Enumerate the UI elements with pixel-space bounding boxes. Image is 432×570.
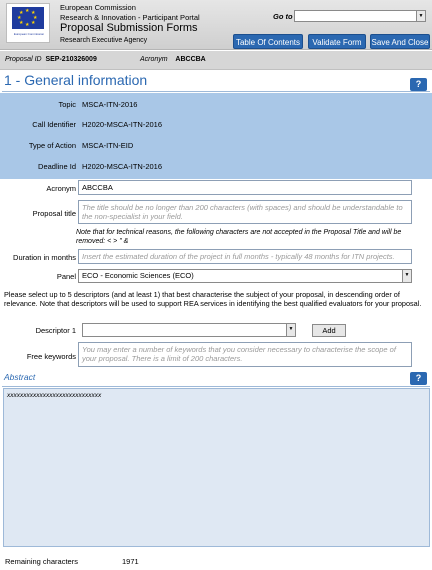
validate-form-button[interactable]: Validate Form [308, 34, 366, 49]
goto-select[interactable] [294, 10, 426, 22]
topic-label: Topic [58, 100, 76, 109]
call-info-block [0, 93, 432, 179]
abstract-textarea[interactable] [3, 388, 430, 547]
panel-select[interactable] [78, 269, 412, 283]
proposal-info-bar [0, 51, 432, 70]
type-of-action-label: Type of Action [28, 141, 76, 150]
duration-label: Duration in months [13, 253, 76, 262]
divider [2, 91, 430, 92]
proposal-title-label: Proposal title [32, 209, 76, 218]
remaining-characters-label: Remaining characters [5, 557, 78, 566]
proposal-title-input[interactable] [78, 200, 412, 224]
chevron-down-icon[interactable]: ▼ [402, 270, 411, 282]
deadline-id-label: Deadline Id [38, 162, 76, 171]
duration-placeholder: Insert the estimated duration of the project in full months - typically 48 months for ITN projects. [82, 252, 395, 261]
descriptor-1-select[interactable] [82, 323, 296, 337]
add-descriptor-button[interactable]: Add [312, 324, 346, 337]
duration-input[interactable] [78, 249, 412, 264]
call-identifier-value: H2020-MSCA-ITN-2016 [82, 120, 163, 129]
abstract-title: Abstract [4, 372, 36, 382]
proposal-id: Proposal ID SEP-210326009 [5, 56, 97, 63]
proposal-title-placeholder: The title should be no longer than 200 characters (with spaces) and should be understandable to the non-specialist in your field. [82, 203, 403, 221]
chevron-down-icon[interactable]: ▼ [416, 11, 425, 21]
chevron-down-icon[interactable]: ▼ [286, 324, 295, 336]
abstract-text: xxxxxxxxxxxxxxxxxxxxxxxxxxxxx [7, 392, 102, 399]
panel-label: Panel [56, 272, 76, 281]
free-keywords-input[interactable] [78, 342, 412, 367]
eu-logo [6, 3, 50, 43]
acronym-input[interactable] [78, 180, 412, 195]
descriptor-1-label: Descriptor 1 [35, 326, 76, 335]
free-keywords-label: Free keywords [26, 352, 76, 361]
eu-flag-icon: ★ ★ ★ ★ ★ ★ ★ ★ [12, 7, 44, 29]
free-keywords-placeholder: You may enter a number of keywords that you consider necessary to characterise the scope of your proposal. There is a limit of 200 characters. [82, 345, 396, 363]
section-title: 1 - General information [4, 72, 148, 88]
logo-caption: European Commission [13, 32, 45, 36]
type-of-action-value: MSCA-ITN-EID [82, 141, 134, 150]
proposal-acronym: Acronym ABCCBA [140, 56, 206, 63]
deadline-id-value: H2020-MSCA-ITN-2016 [82, 162, 163, 171]
topic-value: MSCA-ITN-2016 [82, 100, 138, 109]
divider [2, 386, 430, 387]
descriptors-instructions: Please select up to 5 descriptors (and at least 1) that best characterise the subject of your proposal, in descending order of relevance. Note that descriptors will be used to support REA services in identifying the best qualified evaluators for your proposal. [4, 290, 422, 308]
acronym-input-value: ABCCBA [82, 183, 113, 192]
call-identifier-label: Call Identifier [32, 120, 76, 129]
acronym-label: Acronym [46, 184, 76, 193]
portal-name: Research & Innovation - Participant Portal [60, 13, 200, 22]
section-help-button[interactable]: ? [410, 78, 427, 91]
remaining-characters-count: 1971 [122, 557, 139, 566]
title-characters-note: Note that for technical reasons, the following characters are not accepted in the Proposal Title and will be removed: < > " & [76, 229, 402, 245]
save-and-close-button[interactable]: Save And Close [370, 34, 430, 49]
agency-name: Research Executive Agency [60, 37, 148, 44]
panel-selected-value: ECO - Economic Sciences (ECO) [82, 271, 194, 280]
portal-header [0, 0, 432, 50]
table-of-contents-button[interactable]: Table Of Contents [233, 34, 303, 49]
goto-label: Go to [273, 12, 293, 21]
abstract-help-button[interactable]: ? [410, 372, 427, 385]
org-name: European Commission [60, 3, 136, 12]
page-title: Proposal Submission Forms [60, 22, 198, 34]
